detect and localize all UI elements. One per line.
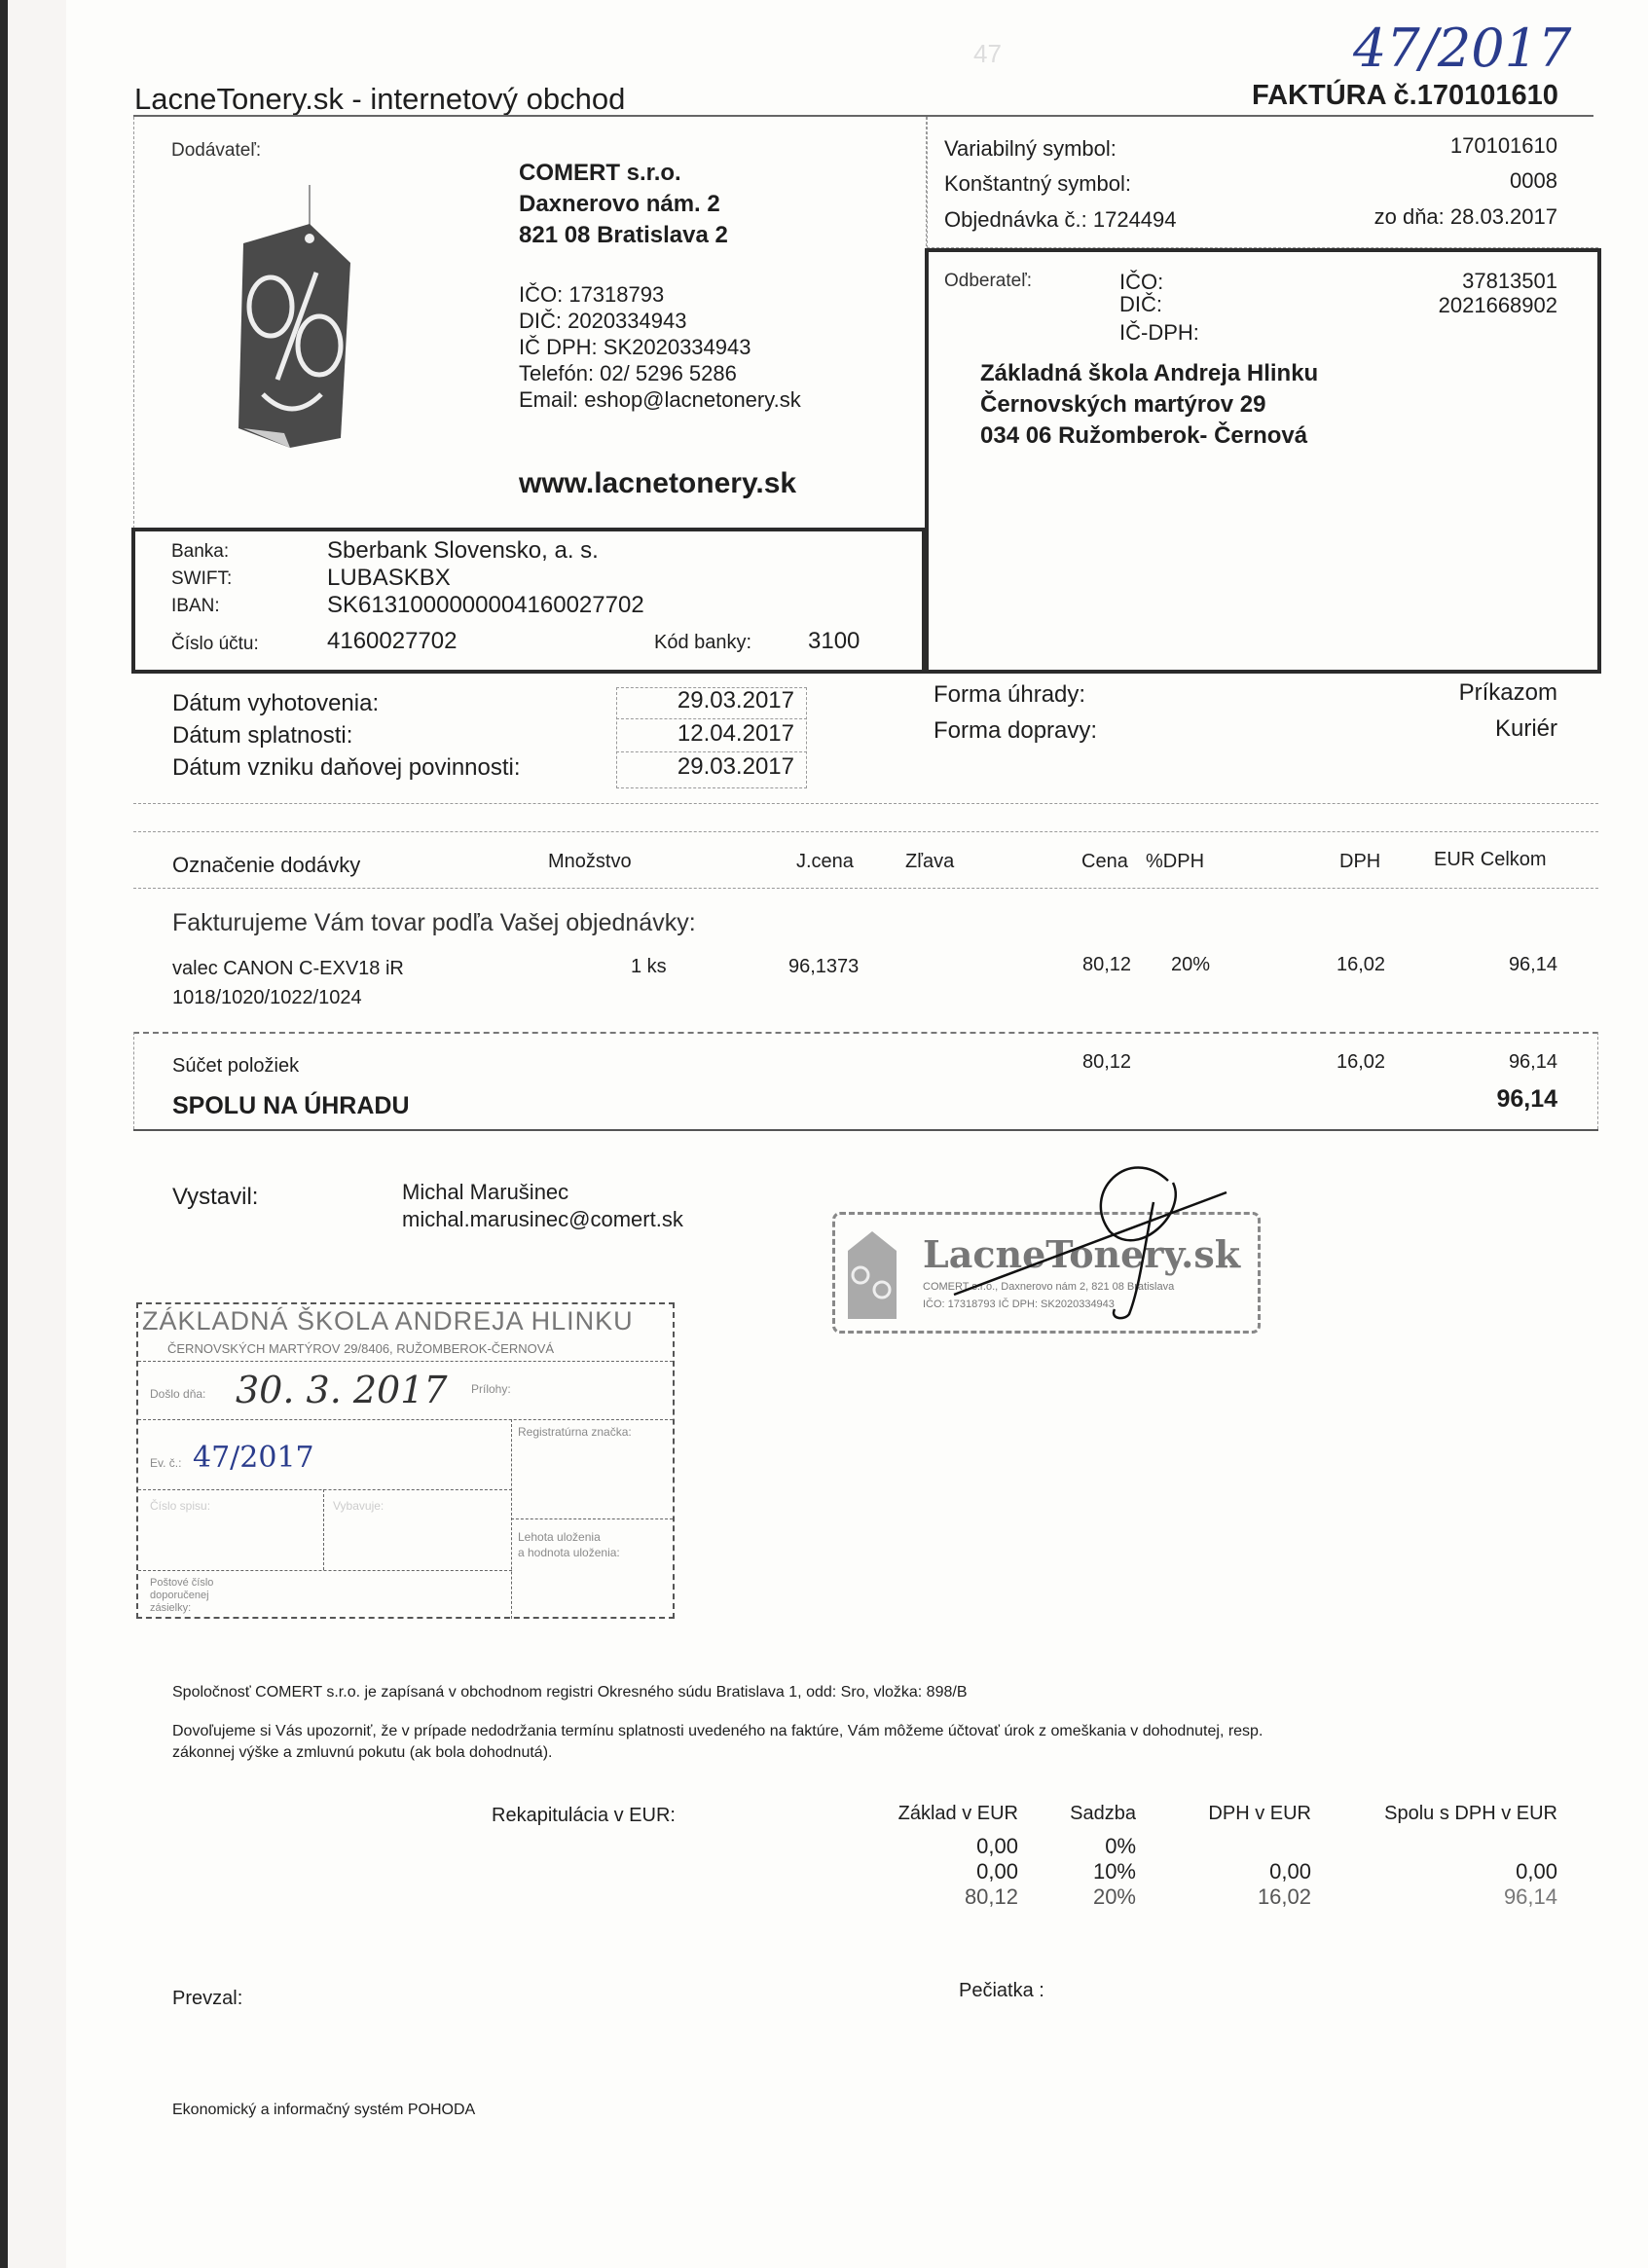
tax-date-label: Dátum vzniku daňovej povinnosti: (172, 754, 521, 781)
bank-value: Sberbank Slovensko, a. s. (327, 537, 599, 564)
order-number: Objednávka č.: 1724494 (944, 207, 1177, 232)
recap-header-vat: DPH v EUR (1208, 1803, 1311, 1824)
customer-label: Odberateľ: (944, 271, 1033, 291)
shop-title: LacneTonery.sk - internetový obchod (134, 82, 626, 116)
due-date-label: Dátum splatnosti: (172, 722, 353, 749)
handler-label: Vybavuje: (333, 1499, 385, 1513)
recap-vat: 16,02 (1257, 1884, 1311, 1909)
handwritten-invoice-number: 47/2017 (1353, 18, 1572, 79)
customer-ico-label: IČO: (1119, 270, 1164, 294)
customer-name: Základná škola Andreja Hlinku (980, 360, 1319, 386)
issuer-email: michal.marusinec@comert.sk (402, 1207, 683, 1231)
swift-label: SWIFT: (171, 568, 233, 589)
constant-symbol-label: Konštantný symbol: (944, 171, 1131, 196)
dates-divider (616, 751, 807, 752)
order-date: zo dňa: 28.03.2017 (1373, 204, 1557, 229)
recap-base: 80,12 (964, 1884, 1018, 1909)
payment-notice-2: zákonnej výške a zmluvnú pokutu (ak bola dohodnutá). (172, 1744, 553, 1761)
variable-symbol-label: Variabilný symbol: (944, 136, 1117, 161)
school-stamp-title: ZÁKLADNÁ ŠKOLA ANDREJA HLINKU (142, 1306, 634, 1335)
account-label: Číslo účtu: (171, 634, 259, 654)
retention-label: Lehota uloženia (518, 1530, 601, 1544)
recap-header-rate: Sadzba (1070, 1803, 1136, 1824)
customer-ico-value: 37813501 (1462, 269, 1557, 293)
iban-label: IBAN: (171, 596, 220, 616)
stamp-tag-icon (843, 1226, 901, 1324)
item-name-line2: 1018/1020/1022/1024 (172, 987, 362, 1008)
received-date: 30. 3. 2017 (236, 1369, 448, 1411)
dates-divider (616, 718, 807, 719)
received-label: Došlo dňa: (150, 1387, 206, 1401)
supplier-web: www.lacnetonery.sk (519, 467, 797, 499)
recap-header-base: Základ v EUR (897, 1803, 1018, 1824)
account-value: 4160027702 (327, 628, 458, 654)
supplier-city: 821 08 Bratislava 2 (519, 222, 728, 248)
issue-date-label: Dátum vyhotovenia: (172, 690, 380, 716)
table-top-rule (133, 831, 1598, 832)
ev-value: 47/2017 (193, 1441, 314, 1475)
file-label: Číslo spisu: (150, 1499, 211, 1513)
payment-notice-1: Dovoľujeme si Vás upozorniť, že v prípade nedodržania termínu splatnosti uvedeného na faktúre, Vám môžeme účtovať úrok z omeškania v dohodnutej, resp. (172, 1723, 1263, 1739)
supplier-street: Daxnerovo nám. 2 (519, 191, 720, 217)
payment-method-value: Príkazom (1458, 679, 1557, 706)
issue-date-value: 29.03.2017 (677, 687, 794, 713)
customer-street: Černovských martýrov 29 (980, 391, 1266, 418)
school-registry-stamp (136, 1302, 675, 1619)
customer-dic-label: DIČ: (1119, 292, 1162, 316)
delivery-method-value: Kuriér (1494, 715, 1557, 742)
item-vat-rate: 20% (1171, 954, 1211, 975)
postal-label-3: zásielky: (150, 1602, 192, 1614)
percent-tag-icon (234, 185, 365, 457)
supplier-dic: DIČ: 2020334943 (519, 309, 687, 333)
recap-base: 0,00 (976, 1859, 1018, 1884)
stamp-brand: LacneTonery.sk (923, 1232, 1241, 1276)
col-header-discount: Zľava (905, 851, 955, 872)
item-vat: 16,02 (1337, 954, 1386, 975)
retention-label-2: a hodnota uloženia: (518, 1546, 620, 1559)
summary-bottom-rule (133, 1129, 1598, 1131)
col-header-qty: Množstvo (548, 851, 632, 872)
issuer-name: Michal Marušinec (402, 1180, 569, 1204)
software-note: Ekonomický a informačný systém POHODA (172, 2102, 476, 2118)
col-header-price: Cena (1081, 851, 1128, 872)
school-stamp-address: ČERNOVSKÝCH MARTÝROV 29/8406, RUŽOMBEROK-ČERNOVÁ (167, 1341, 555, 1356)
faint-mark: 47 (973, 39, 1002, 68)
issuer-label: Vystavil: (172, 1184, 259, 1210)
item-price: 80,12 (1082, 954, 1132, 975)
item-name-line1: valec CANON C-EXV18 iR (172, 958, 404, 979)
grand-total-label: SPOLU NA ÚHRADU (172, 1092, 410, 1119)
postal-label-1: Poštové číslo (150, 1577, 214, 1589)
variable-symbol-value: 170101610 (1449, 133, 1557, 158)
tax-date-value: 29.03.2017 (677, 753, 794, 780)
recap-rate: 0% (1105, 1834, 1136, 1858)
items-intro: Fakturujeme Vám tovar podľa Vašej objednávky: (172, 909, 696, 936)
section-divider (133, 803, 1598, 804)
col-header-vat-rate: %DPH (1146, 851, 1205, 872)
customer-dic-value: 2021668902 (1438, 293, 1557, 317)
customer-icdph-label: IČ-DPH: (1119, 320, 1199, 345)
recap-vat: 0,00 (1269, 1859, 1311, 1884)
recap-base: 0,00 (976, 1834, 1018, 1858)
bank-label: Banka: (171, 541, 230, 562)
col-header-total: EUR Celkom (1434, 849, 1547, 870)
supplier-label: Dodávateľ: (171, 140, 262, 161)
sum-price: 80,12 (1082, 1051, 1132, 1073)
sum-vat: 16,02 (1337, 1051, 1386, 1073)
recap-total: 96,14 (1503, 1884, 1557, 1909)
constant-symbol-value: 0008 (1510, 168, 1557, 193)
sum-total: 96,14 (1508, 1051, 1557, 1073)
delivery-method-label: Forma dopravy: (934, 717, 1098, 744)
signature (934, 1153, 1265, 1329)
attachments-label: Prílohy: (471, 1382, 511, 1396)
payment-method-label: Forma úhrady: (934, 681, 1086, 708)
supplier-email: Email: eshop@lacnetonery.sk (519, 387, 801, 412)
item-qty: 1 ks (631, 956, 667, 977)
supplier-ic-dph: IČ DPH: SK2020334943 (519, 335, 751, 359)
header-bottom-rule (133, 888, 1598, 889)
item-total: 96,14 (1508, 954, 1557, 975)
item-unit-price: 96,1373 (788, 956, 860, 977)
supplier-ico: IČO: 17318793 (519, 282, 665, 307)
customer-city: 034 06 Ružomberok- Černová (980, 422, 1308, 449)
due-date-value: 12.04.2017 (677, 720, 794, 747)
iban-value: SK6131000000004160027702 (327, 592, 644, 618)
col-header-vat: DPH (1339, 851, 1381, 872)
stamp-line1: COMERT s.r.o., Daxnerovo nám 2, 821 08 Bratislava (923, 1281, 1175, 1293)
registry-note: Spoločnosť COMERT s.r.o. je zapísaná v obchodnom registri Okresného súdu Bratislava 1, odd: Sro, vložka: 898/B (172, 1684, 968, 1701)
reg-mark-label: Registratúrna značka: (518, 1425, 632, 1439)
col-header-unit-price: J.cena (796, 851, 854, 872)
recap-total: 0,00 (1516, 1859, 1557, 1884)
received-by-label: Prevzal: (172, 1988, 243, 2009)
recap-rate: 20% (1092, 1884, 1136, 1909)
recap-rate: 10% (1092, 1859, 1136, 1884)
stamp-line2: IČO: 17318793 IČ DPH: SK2020334943 (923, 1299, 1115, 1310)
col-header-name: Označenie dodávky (172, 853, 361, 877)
invoice-title: FAKTÚRA č.170101610 (1252, 80, 1558, 111)
recap-header-total: Spolu s DPH v EUR (1384, 1803, 1557, 1824)
stamp-label: Pečiatka : (959, 1980, 1044, 2001)
supplier-name: COMERT s.r.o. (519, 160, 681, 186)
grand-total-value: 96,14 (1496, 1085, 1557, 1113)
postal-label-2: doporučenej (150, 1590, 209, 1601)
recap-label: Rekapitulácia v EUR: (492, 1805, 676, 1826)
swift-value: LUBASKBX (327, 565, 451, 591)
scan-edge (0, 0, 8, 2268)
sum-label: Súčet položiek (172, 1055, 300, 1077)
ev-label: Ev. č.: (150, 1456, 182, 1470)
scan-margin (8, 0, 66, 2268)
bank-code-value: 3100 (808, 628, 861, 654)
supplier-phone: Telefón: 02/ 5296 5286 (519, 361, 737, 385)
bank-code-label: Kód banky: (654, 632, 752, 653)
